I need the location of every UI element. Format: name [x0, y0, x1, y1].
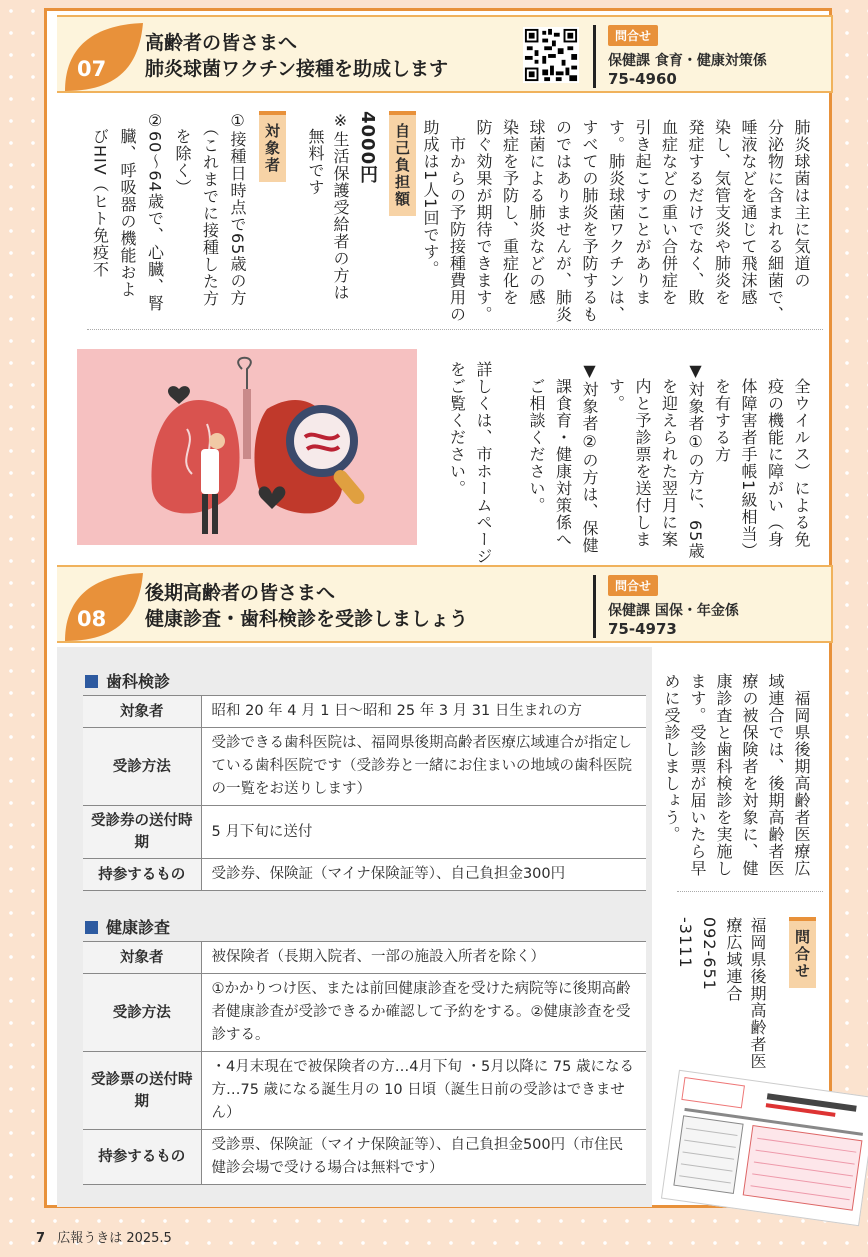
fee-note-line2: 無料です [306, 111, 325, 196]
health-check-form-image [661, 1070, 868, 1227]
section-title-line2: 肺炎球菌ワクチン接種を助成します [145, 58, 449, 80]
contact-tel: 75-4973 [608, 620, 677, 638]
text-column: 引き起こすことがありま [633, 119, 652, 306]
text-column: 全ウイルス）による免 [792, 361, 811, 548]
dental-title-text: 歯科検診 [106, 672, 171, 691]
row-header: 対象者 [83, 942, 201, 974]
dotted-divider [87, 329, 823, 330]
row-header: 対象者 [83, 696, 201, 728]
table-area [57, 647, 652, 1207]
text-column: を有する方 [712, 361, 732, 463]
row-header: 受診方法 [83, 728, 201, 806]
text-column: ご相談ください。 [527, 361, 546, 514]
table-row [83, 696, 646, 728]
section-title-line1: 高齢者の皆さまへ [145, 32, 298, 54]
contact-tel: 75-4960 [608, 70, 677, 88]
text-column: （これまでに接種した方 [200, 111, 220, 307]
lungs-illustration [77, 349, 417, 545]
text-column: 康診査と歯科検診を実施し [714, 673, 733, 877]
page-footer [36, 1227, 172, 1246]
text-column: のではありませんが、肺炎 [553, 119, 573, 323]
text-column: 福岡県後期高齢者医療広 [792, 673, 811, 877]
text-column: 体障害者手帳1級相当） [739, 361, 758, 560]
text-column: 唾液などを通じて飛沫感 [739, 119, 758, 306]
text-column: 域連合では、後期高齢者医 [766, 673, 785, 877]
text-column: めに受診しましょう。 [662, 673, 681, 843]
text-column: を除く） [173, 111, 192, 196]
health-section-title [85, 915, 170, 938]
text-column: をご覧ください。 [447, 361, 467, 497]
text-column: 092-651 [700, 917, 719, 991]
text-column: すべての肺炎を予防するも [580, 119, 599, 323]
row-header: 持参するもの [83, 859, 201, 891]
contact-tag: 問合せ [608, 25, 658, 46]
row-value: 受診券、保険証（マイナ保険証等）、自己負担金300円 [201, 859, 646, 891]
text-column: 染し、気管支炎や肺炎を [712, 119, 732, 306]
dental-table [83, 695, 646, 891]
text-column: 市からの予防接種費用の [447, 119, 467, 323]
section-number: 07 [77, 57, 107, 81]
text-column: 課食育・健康対策係へ [553, 361, 573, 548]
page-number: 7 [36, 1231, 46, 1246]
text-column: ▼対象者②の方は、保健 [580, 361, 599, 554]
text-column: 詳しくは、市ホームページ [474, 361, 493, 565]
row-header: 受診票の送付時期 [83, 1052, 201, 1130]
text-column: 助成は1人1回です。 [421, 119, 440, 278]
side-contact-badge: 問合せ [789, 917, 816, 988]
table-row [83, 974, 646, 1052]
row-value: 被保険者（長期入院者、一部の施設入所者を除く） [201, 942, 646, 974]
row-value: ①かかりつけ医、または前回健康診査を受けた病院等に後期高齢者健康診査が受診できるか確認して予約をする。②健康診査を受診する。 [201, 974, 646, 1052]
text-column: 染症を予防し、重症化を [500, 119, 520, 306]
dental-section-title [85, 669, 170, 692]
page-frame [44, 8, 832, 1208]
contact-block [593, 575, 739, 638]
table-row [83, 806, 646, 859]
text-column: 球菌による肺炎などの感 [527, 119, 546, 306]
row-header: 受診方法 [83, 974, 201, 1052]
section-number: 08 [77, 607, 107, 631]
health-table [83, 941, 646, 1185]
health-title-text: 健康診査 [106, 918, 171, 937]
text-column: 療の被保険者を対象に、健 [740, 673, 759, 877]
contact-block [593, 25, 767, 88]
qr-code[interactable] [523, 27, 579, 83]
text-column: 療広域連合 [724, 917, 743, 1002]
text-column: す。肺炎球菌ワクチンは、 [606, 119, 626, 323]
table-row [83, 1130, 646, 1185]
text-column: ②60～64歳で、心臓、腎 [145, 111, 165, 312]
text-column: 内と予診票を送付しま [633, 361, 652, 548]
row-value: 受診できる歯科医院は、福岡県後期高齢者医療広域連合が指定している歯科医院です（受診券と一緒にお住まいの地域の歯科医院の一覧をお送りします） [201, 728, 646, 806]
target-badge: 対象者 [259, 111, 286, 182]
row-header: 持参するもの [83, 1130, 201, 1185]
text-column: 血症などの重い合併症を [659, 119, 679, 306]
table-row [83, 942, 646, 974]
text-column: びHIV（ヒト免疫不 [90, 111, 110, 278]
row-value: 受診票、保険証（マイナ保険証等）、自己負担金500円（市住民健診会場で受ける場合は無料です） [201, 1130, 646, 1185]
text-column: 肺炎球菌は主に気道の [792, 119, 811, 289]
row-value: 昭和 20 年 4 月 1 日～昭和 25 年 3 月 31 日生まれの方 [201, 696, 646, 728]
text-column: -3111 [676, 917, 695, 969]
text-column: 臓、呼吸器の機能およ [118, 111, 137, 298]
contact-tag: 問合せ [608, 575, 658, 596]
issue-date: 2025.5 [126, 1231, 172, 1246]
text-column: ▼対象者①の方に、65歳 [686, 361, 705, 560]
text-column: ます。受診票が届いたら早 [688, 673, 707, 877]
dotted-divider [677, 891, 823, 892]
section-08-header [57, 565, 833, 643]
fee-badge: 自己負担額 [389, 111, 416, 216]
contact-dept: 保健課 国保・年金係 [608, 603, 739, 619]
text-column: を迎えられた翌月に案 [659, 361, 679, 548]
text-column: 福岡県後期高齢者医 [748, 917, 767, 1070]
text-column: 防ぐ効果が期待できます。 [474, 119, 493, 323]
table-row [83, 859, 646, 891]
section-07-header [57, 15, 833, 93]
contact-dept: 保健課 食育・健康対策係 [608, 53, 767, 69]
row-value: 5 月下旬に送付 [201, 806, 646, 859]
row-header: 受診券の送付時期 [83, 806, 201, 859]
fee-note-line1: ※生活保護受給者の方は [331, 111, 350, 301]
square-icon [85, 921, 98, 934]
section-title-line1: 後期高齢者の皆さまへ [145, 582, 336, 604]
text-column: 発症するだけでなく、敗 [686, 119, 705, 306]
table-row [83, 1052, 646, 1130]
text-column: 分泌物に含まれる細菌で、 [765, 119, 785, 323]
text-column: ①接種日時点で65歳の方 [228, 111, 247, 307]
table-row [83, 728, 646, 806]
fee-amount: 4000円 [357, 111, 378, 185]
publication-name: 広報うきは [57, 1231, 123, 1246]
square-icon [85, 675, 98, 688]
text-column: す。 [606, 361, 626, 412]
section-title-line2: 健康診査・歯科検診を受診しましょう [145, 608, 469, 630]
row-value: ・4月末現在で被保険者の方…4月下旬 ・5月以降に 75 歳になる方…75 歳になる誕生月の 10 日頃（誕生日前の受診はできません） [201, 1052, 646, 1130]
text-column: 疫の機能に障がい（身 [765, 361, 785, 548]
